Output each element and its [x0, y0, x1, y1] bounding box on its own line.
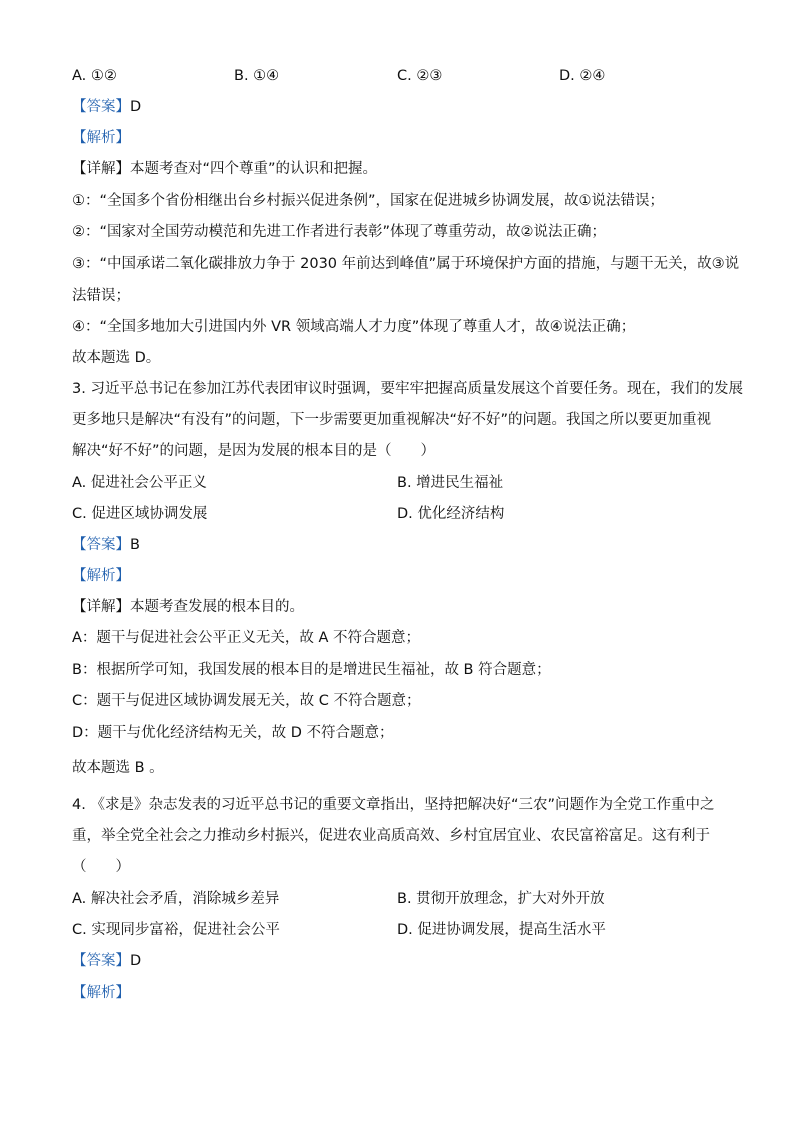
q3-option-b: B. 增进民生福祉 — [397, 475, 504, 491]
detail-tag: 【详解】 — [72, 161, 130, 177]
q2-conclusion: 故本题选 D。 — [72, 350, 161, 366]
q2-detail-line — [72, 159, 377, 179]
q3-stem-line: 3. 习近平总书记在参加江苏代表团审议时强调，要牢牢把握高质量发展这个首要任务。现在，我们的发展 — [72, 381, 743, 397]
q3-detail-line: D：题干与优化经济结构无关，故 D 不符合题意； — [72, 725, 394, 741]
detail-text: 本题考查对“四个尊重”的认识和把握。 — [130, 161, 378, 177]
answer-value: D — [130, 99, 142, 115]
q3-stem-line: 更多地只是解决“有没有”的问题，下一步需要更加重视解决“好不好”的问题。我国之所以要更加重视 — [72, 412, 712, 428]
q2-answer — [72, 97, 141, 117]
q2-option-d: D. ②④ — [559, 68, 606, 84]
q4-analysis-tag: 【解析】 — [72, 985, 130, 1001]
q4-stem-line: （ ） — [72, 859, 130, 875]
q2-option-b: B. ①④ — [234, 68, 280, 84]
answer-value: B — [130, 537, 140, 553]
answer-tag: 【答案】 — [72, 99, 130, 115]
q3-detail-line — [72, 597, 304, 617]
q4-answer — [72, 951, 141, 971]
q2-option-c: C. ②③ — [397, 68, 443, 84]
q2-detail-line: 法错误； — [72, 288, 130, 304]
q4-option-c: C. 实现同步富裕，促进社会公平 — [72, 922, 280, 938]
q2-detail-line: ②：“国家对全国劳动模范和先进工作者进行表彰”体现了尊重劳动，故②说法正确； — [72, 224, 607, 240]
q2-analysis-tag: 【解析】 — [72, 130, 130, 146]
q3-conclusion: 故本题选 B 。 — [72, 760, 164, 776]
q3-option-a: A. 促进社会公平正义 — [72, 475, 207, 491]
q4-option-d: D. 促进协调发展，提高生活水平 — [397, 922, 606, 938]
q2-detail-line: ①：“全国多个省份相继出台乡村振兴促进条例”，国家在促进城乡协调发展，故①说法错误； — [72, 193, 665, 209]
q4-stem-line: 4. 《求是》杂志发表的习近平总书记的重要文章指出，坚持把解决好“三农”问题作为全党工作重中之 — [72, 797, 715, 813]
q2-detail-line: ③：“中国承诺二氧化碳排放力争于 2030 年前达到峰值”属于环境保护方面的措施，与题干无关，故③说 — [72, 256, 740, 272]
answer-tag: 【答案】 — [72, 953, 130, 969]
q3-analysis-tag: 【解析】 — [72, 568, 130, 584]
answer-tag: 【答案】 — [72, 537, 130, 553]
q3-option-d: D. 优化经济结构 — [397, 506, 505, 522]
q2-detail-line: ④：“全国多地加大引进国内外 VR 领域高端人才力度”体现了尊重人才，故④说法正确； — [72, 319, 636, 335]
q2-option-a: A. ①② — [72, 68, 117, 84]
q4-stem-line: 重，举全党全社会之力推动乡村振兴，促进农业高质高效、乡村宜居宜业、农民富裕富足。这有利于 — [72, 828, 710, 844]
q3-option-c: C. 促进区域协调发展 — [72, 506, 208, 522]
answer-value: D — [130, 953, 142, 969]
q4-option-b: B. 贯彻开放理念，扩大对外开放 — [397, 891, 605, 907]
q3-answer — [72, 535, 140, 555]
q3-detail-line: A：题干与促进社会公平正义无关，故 A 不符合题意； — [72, 630, 421, 646]
detail-tag: 【详解】 — [72, 599, 130, 615]
detail-text: 本题考查发展的根本目的。 — [130, 599, 304, 615]
q3-detail-line: C：题干与促进区域协调发展无关，故 C 不符合题意； — [72, 693, 421, 709]
q3-detail-line: B：根据所学可知，我国发展的根本目的是增进民生福祉，故 B 符合题意； — [72, 662, 551, 678]
q3-stem-line: 解决“好不好”的问题，是因为发展的根本目的是（ ） — [72, 443, 436, 459]
q4-option-a: A. 解决社会矛盾，消除城乡差异 — [72, 891, 280, 907]
